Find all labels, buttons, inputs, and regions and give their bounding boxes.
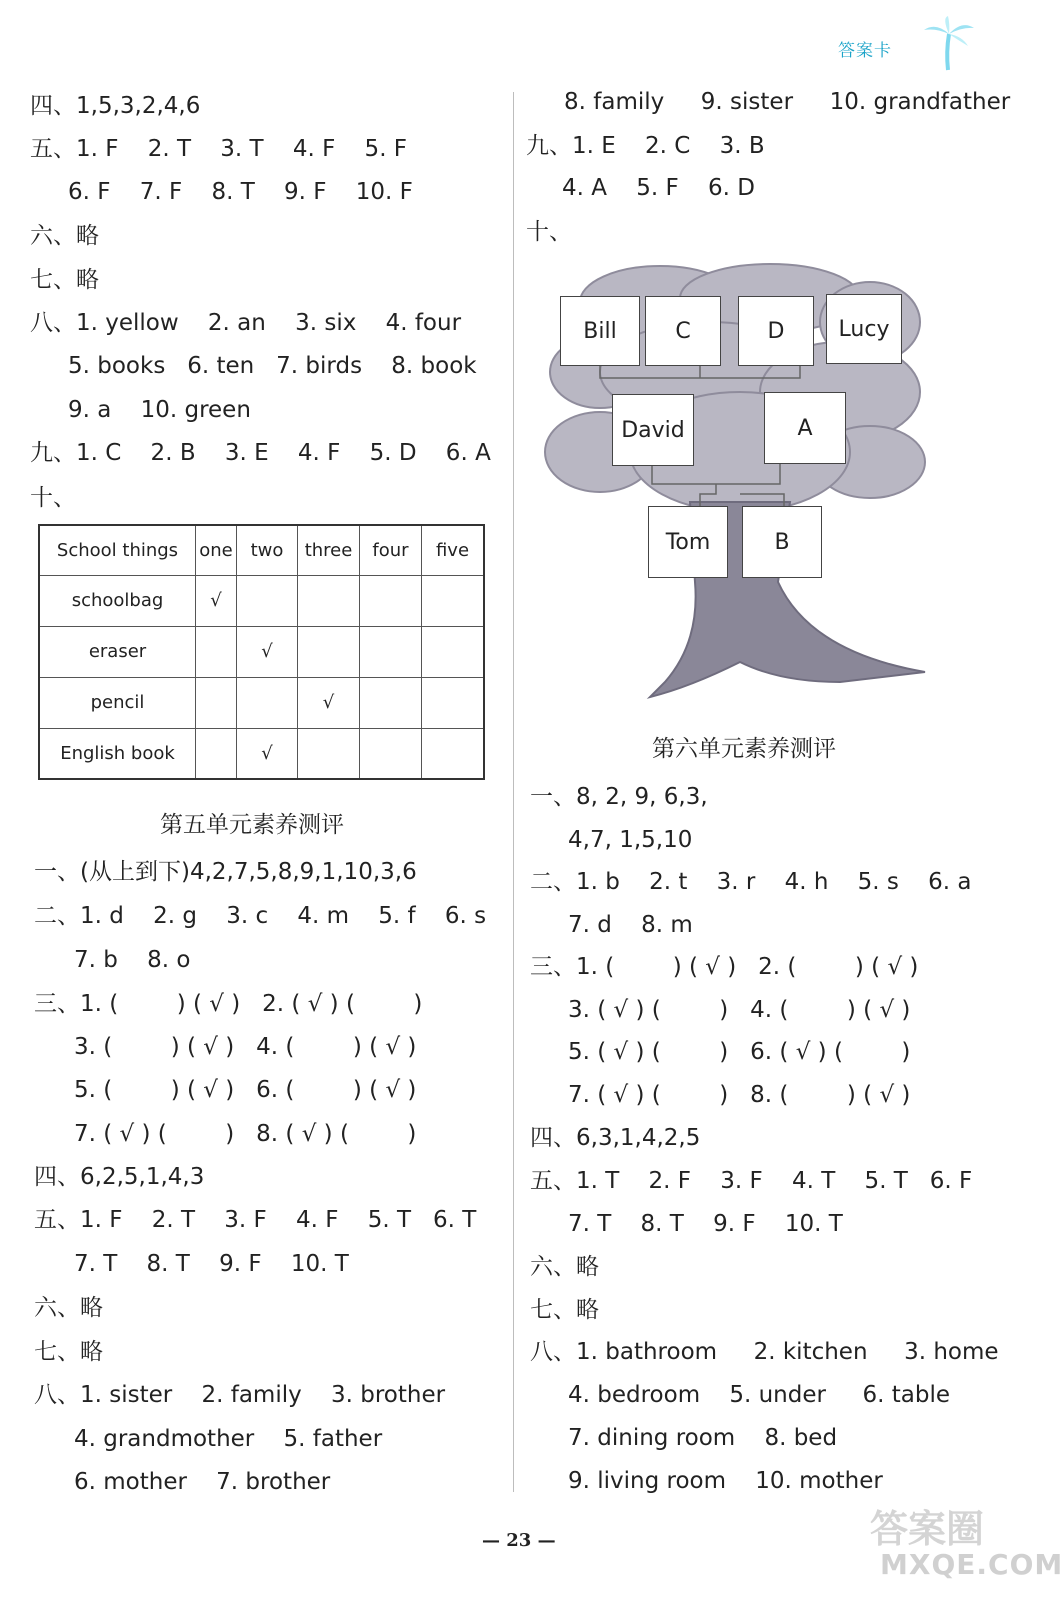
row-label: English book xyxy=(39,728,196,779)
answer-line: 七、略 xyxy=(34,1339,103,1365)
check-cell: √ xyxy=(237,626,298,677)
answer-line: 七、略 xyxy=(30,267,99,293)
answer-line: 7. b 8. o xyxy=(74,947,191,973)
check-cell xyxy=(237,677,298,728)
check-cell xyxy=(298,728,360,779)
answer-line: 4. grandmother 5. father xyxy=(74,1426,383,1452)
check-cell: √ xyxy=(298,677,360,728)
check-cell xyxy=(422,575,485,626)
answer-line: 十、 xyxy=(526,219,572,245)
check-cell xyxy=(237,575,298,626)
row-label: pencil xyxy=(39,677,196,728)
answer-line: 8. family 9. sister 10. grandfather xyxy=(564,89,1011,115)
check-cell xyxy=(196,728,237,779)
tree-box-lucy: Lucy xyxy=(826,294,902,364)
unit5-title: 第五单元素养测评 xyxy=(160,812,344,838)
answer-line: 6. mother 7. brother xyxy=(74,1469,331,1495)
answer-line: 六、略 xyxy=(30,223,99,249)
watermark-logo: 答案圈 xyxy=(870,1507,985,1551)
check-cell xyxy=(298,575,360,626)
answer-line: 4. bedroom 5. under 6. table xyxy=(568,1382,951,1408)
answer-line: 5. ( ) ( √ ) 6. ( ) ( √ ) xyxy=(74,1077,417,1103)
answer-line: 二、1. d 2. g 3. c 4. m 5. f 6. s xyxy=(34,903,487,929)
answer-line: 5. books 6. ten 7. birds 8. book xyxy=(68,353,477,379)
tree-box-c: C xyxy=(645,296,721,366)
answer-line: 7. ( √ ) ( ) 8. ( √ ) ( ) xyxy=(74,1121,417,1147)
check-cell xyxy=(298,626,360,677)
tree-box-tom: Tom xyxy=(648,506,728,578)
check-cell: √ xyxy=(196,575,237,626)
check-cell xyxy=(360,677,422,728)
answer-line: 七、略 xyxy=(530,1297,599,1323)
answer-line: 一、(从上到下)4,2,7,5,8,9,1,10,3,6 xyxy=(34,859,417,885)
check-cell xyxy=(422,728,485,779)
answer-line: 6. F 7. F 8. T 9. F 10. F xyxy=(68,179,413,205)
table-header-cell: one xyxy=(196,525,237,575)
table-header-cell: four xyxy=(360,525,422,575)
table-row xyxy=(39,728,484,779)
answer-line: 八、1. yellow 2. an 3. six 4. four xyxy=(30,310,462,336)
table-header-cell: five xyxy=(422,525,485,575)
tree-box-b: B xyxy=(742,506,822,578)
palm-tree-icon xyxy=(918,16,978,72)
answer-line: 7. T 8. T 9. F 10. T xyxy=(568,1211,843,1237)
answer-line: 7. ( √ ) ( ) 8. ( ) ( √ ) xyxy=(568,1082,911,1108)
answer-line: 一、8, 2, 9, 6,3, xyxy=(530,784,708,810)
page-number: — 23 — xyxy=(482,1530,556,1551)
answer-line: 五、1. F 2. T 3. F 4. F 5. T 6. T xyxy=(34,1207,477,1233)
answer-line: 五、1. T 2. F 3. F 4. T 5. T 6. F xyxy=(530,1168,973,1194)
tree-box-david: David xyxy=(612,394,694,466)
answer-line: 4. A 5. F 6. D xyxy=(562,175,755,201)
answer-line: 三、1. ( ) ( √ ) 2. ( √ ) ( ) xyxy=(34,991,423,1017)
answer-line: 3. ( √ ) ( ) 4. ( ) ( √ ) xyxy=(568,997,911,1023)
table-header-cell: three xyxy=(298,525,360,575)
answer-line: 9. a 10. green xyxy=(68,397,251,423)
answer-line: 3. ( ) ( √ ) 4. ( ) ( √ ) xyxy=(74,1034,417,1060)
table-header-row xyxy=(39,525,484,575)
answer-line: 5. ( √ ) ( ) 6. ( √ ) ( ) xyxy=(568,1039,911,1065)
answer-line: 四、1,5,3,2,4,6 xyxy=(30,93,201,119)
table-header-cell: two xyxy=(237,525,298,575)
answer-line: 十、 xyxy=(30,485,76,511)
answer-line: 四、6,2,5,1,4,3 xyxy=(34,1164,205,1190)
table-row xyxy=(39,575,484,626)
check-cell xyxy=(422,626,485,677)
answer-card-label: 答案卡 xyxy=(838,41,892,61)
answer-line: 八、1. bathroom 2. kitchen 3. home xyxy=(530,1339,999,1365)
answer-line: 7. T 8. T 9. F 10. T xyxy=(74,1251,349,1277)
column-divider xyxy=(513,92,514,1492)
answer-line: 六、略 xyxy=(530,1254,599,1280)
answer-line: 九、1. E 2. C 3. B xyxy=(526,133,765,159)
check-cell xyxy=(360,728,422,779)
answer-line: 八、1. sister 2. family 3. brother xyxy=(34,1382,446,1408)
row-label: schoolbag xyxy=(39,575,196,626)
school-things-table xyxy=(38,524,485,780)
answer-line: 4,7, 1,5,10 xyxy=(568,827,693,853)
answer-line: 九、1. C 2. B 3. E 4. F 5. D 6. A xyxy=(30,440,491,466)
answer-line: 9. living room 10. mother xyxy=(568,1468,883,1494)
check-cell xyxy=(196,677,237,728)
answer-line: 四、6,3,1,4,2,5 xyxy=(530,1125,701,1151)
answer-line: 三、1. ( ) ( √ ) 2. ( ) ( √ ) xyxy=(530,954,919,980)
check-cell xyxy=(196,626,237,677)
tree-box-a: A xyxy=(764,392,846,464)
answer-line: 二、1. b 2. t 3. r 4. h 5. s 6. a xyxy=(530,869,972,895)
answer-line: 六、略 xyxy=(34,1295,103,1321)
check-cell xyxy=(422,677,485,728)
unit6-title: 第六单元素养测评 xyxy=(652,736,836,762)
answer-line: 7. dining room 8. bed xyxy=(568,1425,838,1451)
tree-box-d: D xyxy=(738,296,814,366)
table-row xyxy=(39,677,484,728)
table-header-cell: School things xyxy=(39,525,196,575)
table-row xyxy=(39,626,484,677)
watermark-url: MXQE.COM xyxy=(880,1548,1064,1581)
check-cell xyxy=(360,626,422,677)
answer-line: 7. d 8. m xyxy=(568,912,693,938)
row-label: eraser xyxy=(39,626,196,677)
check-cell xyxy=(360,575,422,626)
check-cell: √ xyxy=(237,728,298,779)
answer-line: 五、1. F 2. T 3. T 4. F 5. F xyxy=(30,136,408,162)
tree-box-bill: Bill xyxy=(560,296,640,366)
